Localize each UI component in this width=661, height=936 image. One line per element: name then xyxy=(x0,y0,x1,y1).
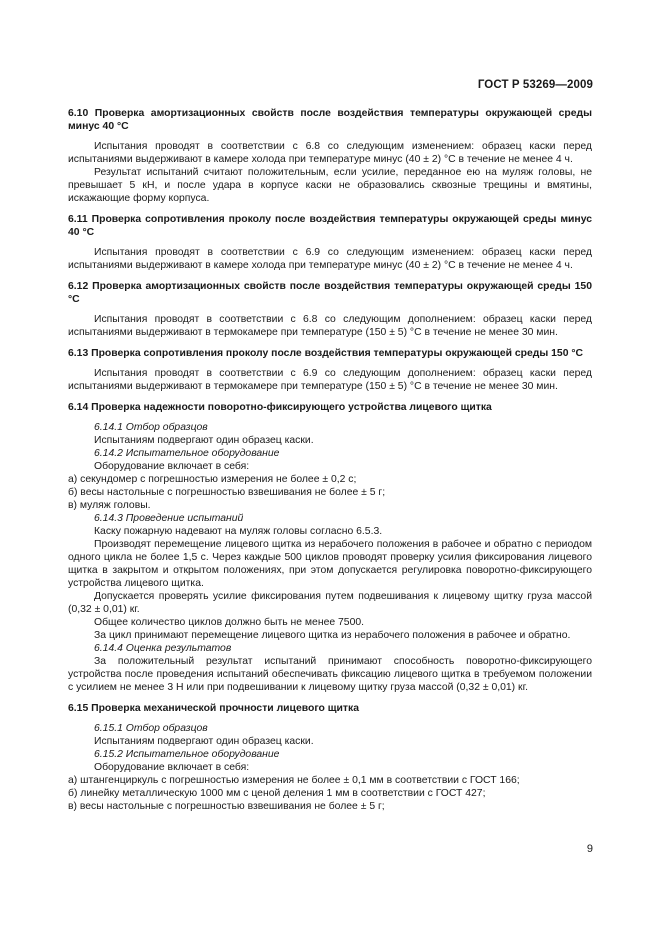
paragraph: Общее количество циклов должно быть не менее 7500. xyxy=(94,617,365,628)
paragraph: Оборудование включает в себя: xyxy=(94,461,250,472)
paragraph: Допускается проверять усилие фиксирования путем подвешивания к лицевому щитку груза массой (0,32 ± 0,01) кг. xyxy=(68,591,592,615)
list-item: а) штангенциркуль с погрешностью измерения не более ± 0,1 мм в соответствии с ГОСТ 166; xyxy=(68,775,520,786)
section-title: 6.11 Проверка сопротивления проколу после воздействия температуры окружающей среды минус 40 °С xyxy=(68,214,592,238)
paragraph: Испытаниям подвергают один образец каски. xyxy=(94,435,314,446)
paragraph: Испытания проводят в соответствии с 6.8 со следующим изменением: образец каски перед испытаниями выдерживают в камере холода при температуре минус (40 ± 2) °С в течение не менее 4 ч. xyxy=(68,141,592,165)
list-item: б) весы настольные с погрешностью взвешивания не более ± 5 г; xyxy=(68,487,386,498)
section-6-11 xyxy=(68,213,592,272)
list-item: в) весы настольные с погрешностью взвешивания не более ± 5 г; xyxy=(68,801,385,812)
section-6-13 xyxy=(68,347,592,393)
list-item: б) линейку металлическую 1000 мм с ценой деления 1 мм в соответствии с ГОСТ 427; xyxy=(68,788,486,799)
doc-code-header: ГОСТ Р 53269—2009 xyxy=(477,79,593,91)
section-6-15 xyxy=(68,702,592,813)
paragraph: Испытания проводят в соответствии с 6.8 со следующим дополнением: образец каски перед испытаниями выдерживают в термокамере при температуре (150 ± 5) °С в течение не менее 30 мин. xyxy=(68,314,592,338)
list-item: а) секундомер с погрешностью измерения не более ± 0,2 с; xyxy=(68,474,357,485)
paragraph: За цикл принимают перемещение лицевого щитка из нерабочего положения в рабочее и обратно. xyxy=(94,630,571,641)
section-title: 6.12 Проверка амортизационных свойств после воздействия температуры окружающей среды 150 °С xyxy=(68,281,592,305)
section-title: 6.10 Проверка амортизационных свойств после воздействия температуры окружающей среды минус 40 °С xyxy=(68,108,592,132)
subsection-title: 6.14.1 Отбор образцов xyxy=(94,422,208,433)
list-item: в) муляж головы. xyxy=(68,500,151,511)
subsection-title: 6.14.2 Испытательное оборудование xyxy=(94,448,280,459)
paragraph: Оборудование включает в себя: xyxy=(94,762,250,773)
paragraph: За положительный результат испытаний принимают способность поворотно-фиксирующего устройства после проведения испытаний обеспечивать фиксацию лицевого щитка в требуемом положении с усилием не менее 3 Н или при подвешивании к лицевому щитку груза массой (0,32 ± 0,01) кг. xyxy=(68,656,592,693)
paragraph: Производят перемещение лицевого щитка из нерабочего положения в рабочее и обратно с периодом одного цикла не более 1,5 с. Через каждые 500 циклов проводят проверку усилия фиксирования лицевого щитка в закрытом и открытом положениях, при этом допускается регулировка поворотно-фиксирующего устройства лицевого щитка. xyxy=(68,539,592,589)
paragraph: Испытания проводят в соответствии с 6.9 со следующим дополнением: образец каски перед испытаниями выдерживают в термокамере при температуре (150 ± 5) °С в течение не менее 30 мин. xyxy=(68,368,592,392)
page-number: 9 xyxy=(586,843,593,855)
section-title: 6.15 Проверка механической прочности лицевого щитка xyxy=(68,703,359,714)
subsection-title: 6.14.3 Проведение испытаний xyxy=(94,513,244,524)
paragraph: Испытания проводят в соответствии с 6.9 со следующим изменением: образец каски перед испытаниями выдерживают в камере холода при температуре минус (40 ± 2) °С в течение не менее 4 ч. xyxy=(68,247,592,271)
paragraph: Испытаниям подвергают один образец каски. xyxy=(94,736,314,747)
paragraph: Каску пожарную надевают на муляж головы согласно 6.5.3. xyxy=(94,526,383,537)
document-body xyxy=(68,107,592,821)
paragraph: Результат испытаний считают положительным, если усилие, переданное ею на муляж головы, не превышает 5 кН, и после удара в корпусе каски не образовались сквозные трещины и вмятины, искажающие форму корпуса. xyxy=(68,167,592,204)
subsection-title: 6.15.1 Отбор образцов xyxy=(94,723,208,734)
section-6-10 xyxy=(68,107,592,205)
subsection-title: 6.14.4 Оценка результатов xyxy=(94,643,232,654)
section-6-14 xyxy=(68,401,592,694)
section-title: 6.13 Проверка сопротивления проколу после воздействия температуры окружающей среды 150 °С xyxy=(68,348,584,359)
section-6-12 xyxy=(68,280,592,339)
subsection-title: 6.15.2 Испытательное оборудование xyxy=(94,749,280,760)
section-title: 6.14 Проверка надежности поворотно-фиксирующего устройства лицевого щитка xyxy=(68,402,492,413)
